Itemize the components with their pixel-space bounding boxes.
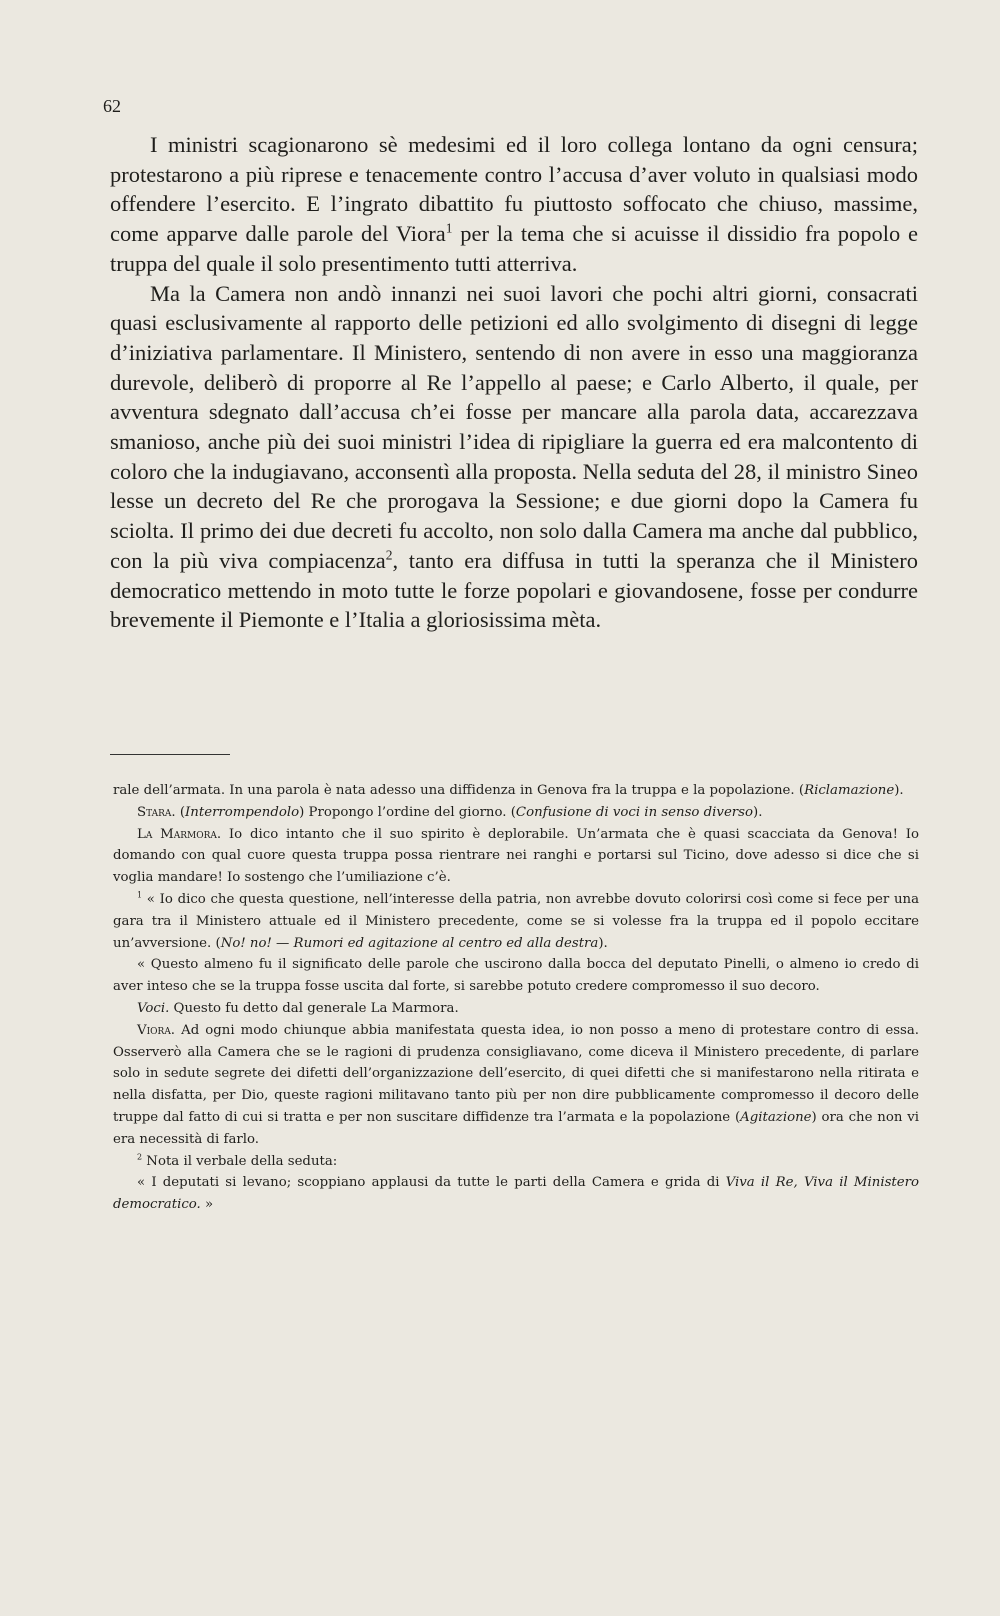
footnote-speech xyxy=(113,824,919,889)
footnote-marker: 2 xyxy=(137,1152,143,1162)
note-text: ( xyxy=(175,804,186,820)
note-text: ). xyxy=(598,935,608,951)
paragraph-text: , tanto era diffusa in tutti la speranza che il Ministero democratico mettendo in moto tutte le forze popolari e giovandosene, fosse per condurre brevemente il Piemonte e l’Italia a gloriosissima mèta. xyxy=(110,547,918,633)
footnote-speech xyxy=(113,1020,919,1151)
footnote-quote: « Questo almeno fu il significato delle parole che uscirono dalla bocca del deputato Pinelli, o almeno io credo di aver inteso che se la truppa fosse uscita dal forte, si sarebbe potuto credere compromesso il suo decoro. xyxy=(113,957,919,995)
note-text: ). xyxy=(753,804,763,820)
note-italic: Agitazione xyxy=(740,1109,812,1125)
note-italic: Interrompendolo xyxy=(185,804,300,820)
footnote-speech xyxy=(113,998,919,1020)
paragraph-text: I ministri scagionarono sè medesimi ed il loro collega lontano da ogni censura; protestarono a più riprese e tenacemente contro l’accusa d’aver voluto in qualsiasi modo offendere l’esercito. E l’ingrato dibattito fu piuttosto soffocato che chiuso, massime, come apparve dalle parole del Viora xyxy=(110,132,918,247)
note-text: Nota il verbale della seduta: xyxy=(142,1153,338,1169)
footnote-ref: 2 xyxy=(385,547,393,563)
speaker-name: Viora. xyxy=(137,1022,176,1038)
note-italic: Riclamazione xyxy=(804,783,895,798)
body-paragraph xyxy=(110,130,918,279)
note-text: Io dico intanto che il suo spirito è deplorabile. Un’armata che è quasi scacciata da Genova! Io domando con qual cuore questa truppa possa rientrare nei ranghi e portarsi sul Ticino, dove adesso si dice che si voglia mandare! Io sostengo che l’umiliazione c’è. xyxy=(113,826,919,886)
note-text: ) Propongo l’ordine del giorno. ( xyxy=(299,804,516,820)
note-text: Ad ogni modo chiunque abbia manifestata questa idea, io non posso a meno di protestare contro di essa. Osserverò alla Camera che se le ragioni di prudenza consigliavano, come diceva il Ministero precedente, di parlare solo in sedute segrete dei difetti dell’organizzazione dell’esercito, di quei difetti che si manifestarono nella ritirata e nella disfatta, per Dio, queste ragioni militavano tanto più per non dire pubblicamente compromesso il decoro delle truppe dal fatto di cui si tratta e per non suscitare diffidenze tra l’armata e la popolazione ( xyxy=(113,1022,919,1125)
speaker-name: Stara. xyxy=(137,804,176,820)
footnote-speech xyxy=(113,802,919,824)
body-paragraph xyxy=(110,279,918,635)
paragraph-text: per la tema che si acuisse il dissidio fra popolo e truppa del quale il solo presentimento tutti atterriva. xyxy=(110,221,918,276)
footnote-marker: 1 xyxy=(137,890,143,900)
note-text: rale dell’armata. In una parola è nata adesso una diffidenza in Genova fra la truppa e la popolazione. ( xyxy=(113,783,805,798)
note-italic: Viva il Re, Viva il Ministero democratico. xyxy=(113,1175,919,1213)
note-italic: No! no! — Rumori ed agitazione al centro ed alla destra xyxy=(220,935,599,951)
note-text: « I deputati si levano; scoppiano applausi da tutte le parti della Camera e grida di xyxy=(137,1175,726,1191)
note-text: ). xyxy=(894,783,904,798)
speaker-name: Voci. xyxy=(137,1000,170,1016)
page-number: 62 xyxy=(103,96,121,116)
main-text xyxy=(110,130,918,635)
note-text: ) ora che non vi era necessità di farlo. xyxy=(113,1109,919,1147)
footnote-divider xyxy=(110,754,230,755)
footnote-ref: 1 xyxy=(445,220,453,236)
footnote-2 xyxy=(113,1151,919,1173)
speaker-name: La Marmora. xyxy=(137,826,222,842)
footnote-1 xyxy=(113,889,919,954)
note-text: Questo fu detto dal generale La Marmora. xyxy=(169,1000,459,1016)
footnote-quote xyxy=(113,1172,919,1216)
paragraph-text: Ma la Camera non andò innanzi nei suoi lavori che pochi altri giorni, consacrati quasi esclusivamente al rapporto delle petizioni ed allo svolgimento di disegni di legge d’iniziativa parlamentare. Il Ministero, sentendo di non avere in esso una maggioranza durevole, deliberò di proporre al Re l’appello al paese; e Carlo Alberto, il quale, per avventura sdegnato dall’accusa ch’ei fosse per mancare alla parola data, accarezzava smanioso, anche più dei suoi ministri l’idea di ripigliare la guerra ed era malcontento di coloro che la indugiavano, acconsentì alla proposta. Nella seduta del 28, il ministro Sineo lesse un decreto del Re che prorogava la Sessione; e due giorni dopo la Camera fu sciolta. Il primo dei due decreti fu accolto, non solo dalla Camera ma anche dal pubblico, con la più viva compiacenza xyxy=(110,280,918,573)
note-text: » xyxy=(200,1197,214,1213)
note-text: « Io dico che questa questione, nell’interesse della patria, non avrebbe dovuto colorirsi così come si fece per una gara tra il Ministero attuale ed il Ministero precedente, come se si volesse fra la truppa ed il popolo eccitare un’avversione. ( xyxy=(113,891,919,951)
note-italic: Confusione di voci in senso diverso xyxy=(515,804,753,820)
footnote-continuation xyxy=(113,780,919,802)
footnotes xyxy=(113,780,919,1216)
